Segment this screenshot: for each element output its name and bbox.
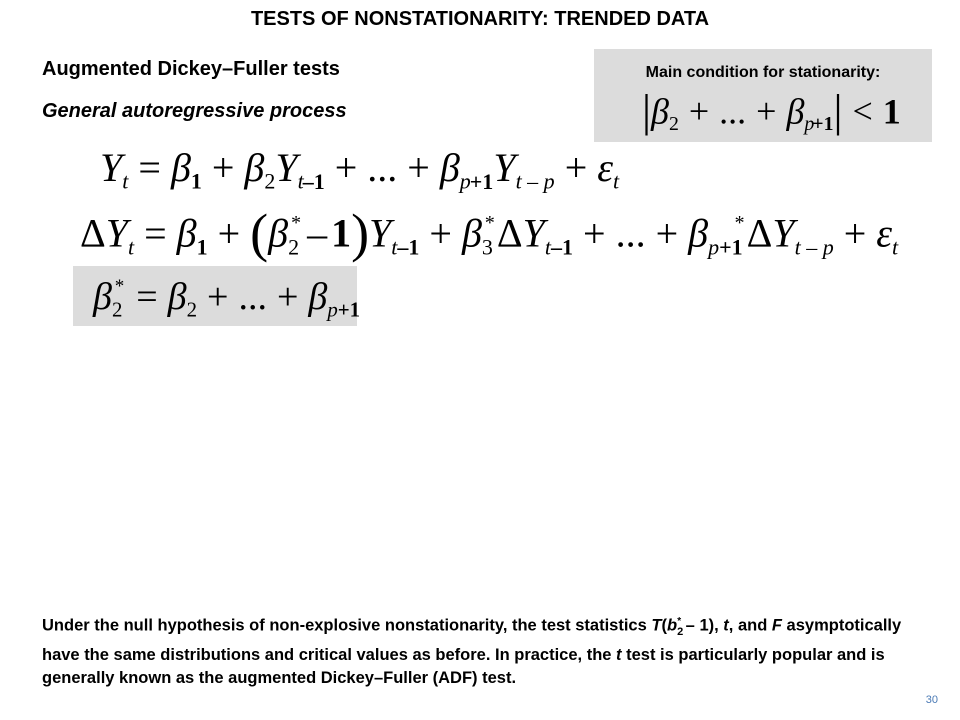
explanation-paragraph: Under the null hypothesis of non-explosive nonstationarity, the test statistics $T(b_2^* - 1)$, t, and F asymptotically have the same distributions and critical values as before. In practice, the t test is particularly popular and is generally known as the augmented Dickey–Fuller (ADF) test. <box>42 616 902 687</box>
beta-star-definition: $\beta_2^* = \beta_2$ + ... + $\beta_{p+1}$ <box>93 276 361 322</box>
section-heading: Augmented Dickey–Fuller tests <box>42 58 340 80</box>
beta-star-definition-box <box>73 266 361 326</box>
stationarity-condition-formula: $|\beta_2$ + ... + $\beta_{p+1}| < 1$ <box>642 86 901 136</box>
section-subheading: General autoregressive process <box>42 100 347 122</box>
slide-title: TESTS OF NONSTATIONARITY: TRENDED DATA <box>250 8 710 30</box>
stationarity-condition-label: Main condition for stationarity: <box>645 64 881 81</box>
ar-process-equation: $Y_t = \beta_1 + \beta_2Y_{t-1}$ + ... + $\beta_{p+1}Y_{t - p} + \varepsilon_t$ <box>100 145 620 194</box>
stationarity-condition-box <box>594 49 932 142</box>
slide-number: 30 <box>925 694 938 706</box>
adf-regression-equation: $\Delta Y_t = \beta_1 + (\beta_2^* - 1)Y_{t-1} + \beta_3^*\Delta Y_{t-1}$ + ... + $\beta_{p+1}^*\Delta Y_{t - p} + \varepsilon_t$ <box>80 203 899 263</box>
